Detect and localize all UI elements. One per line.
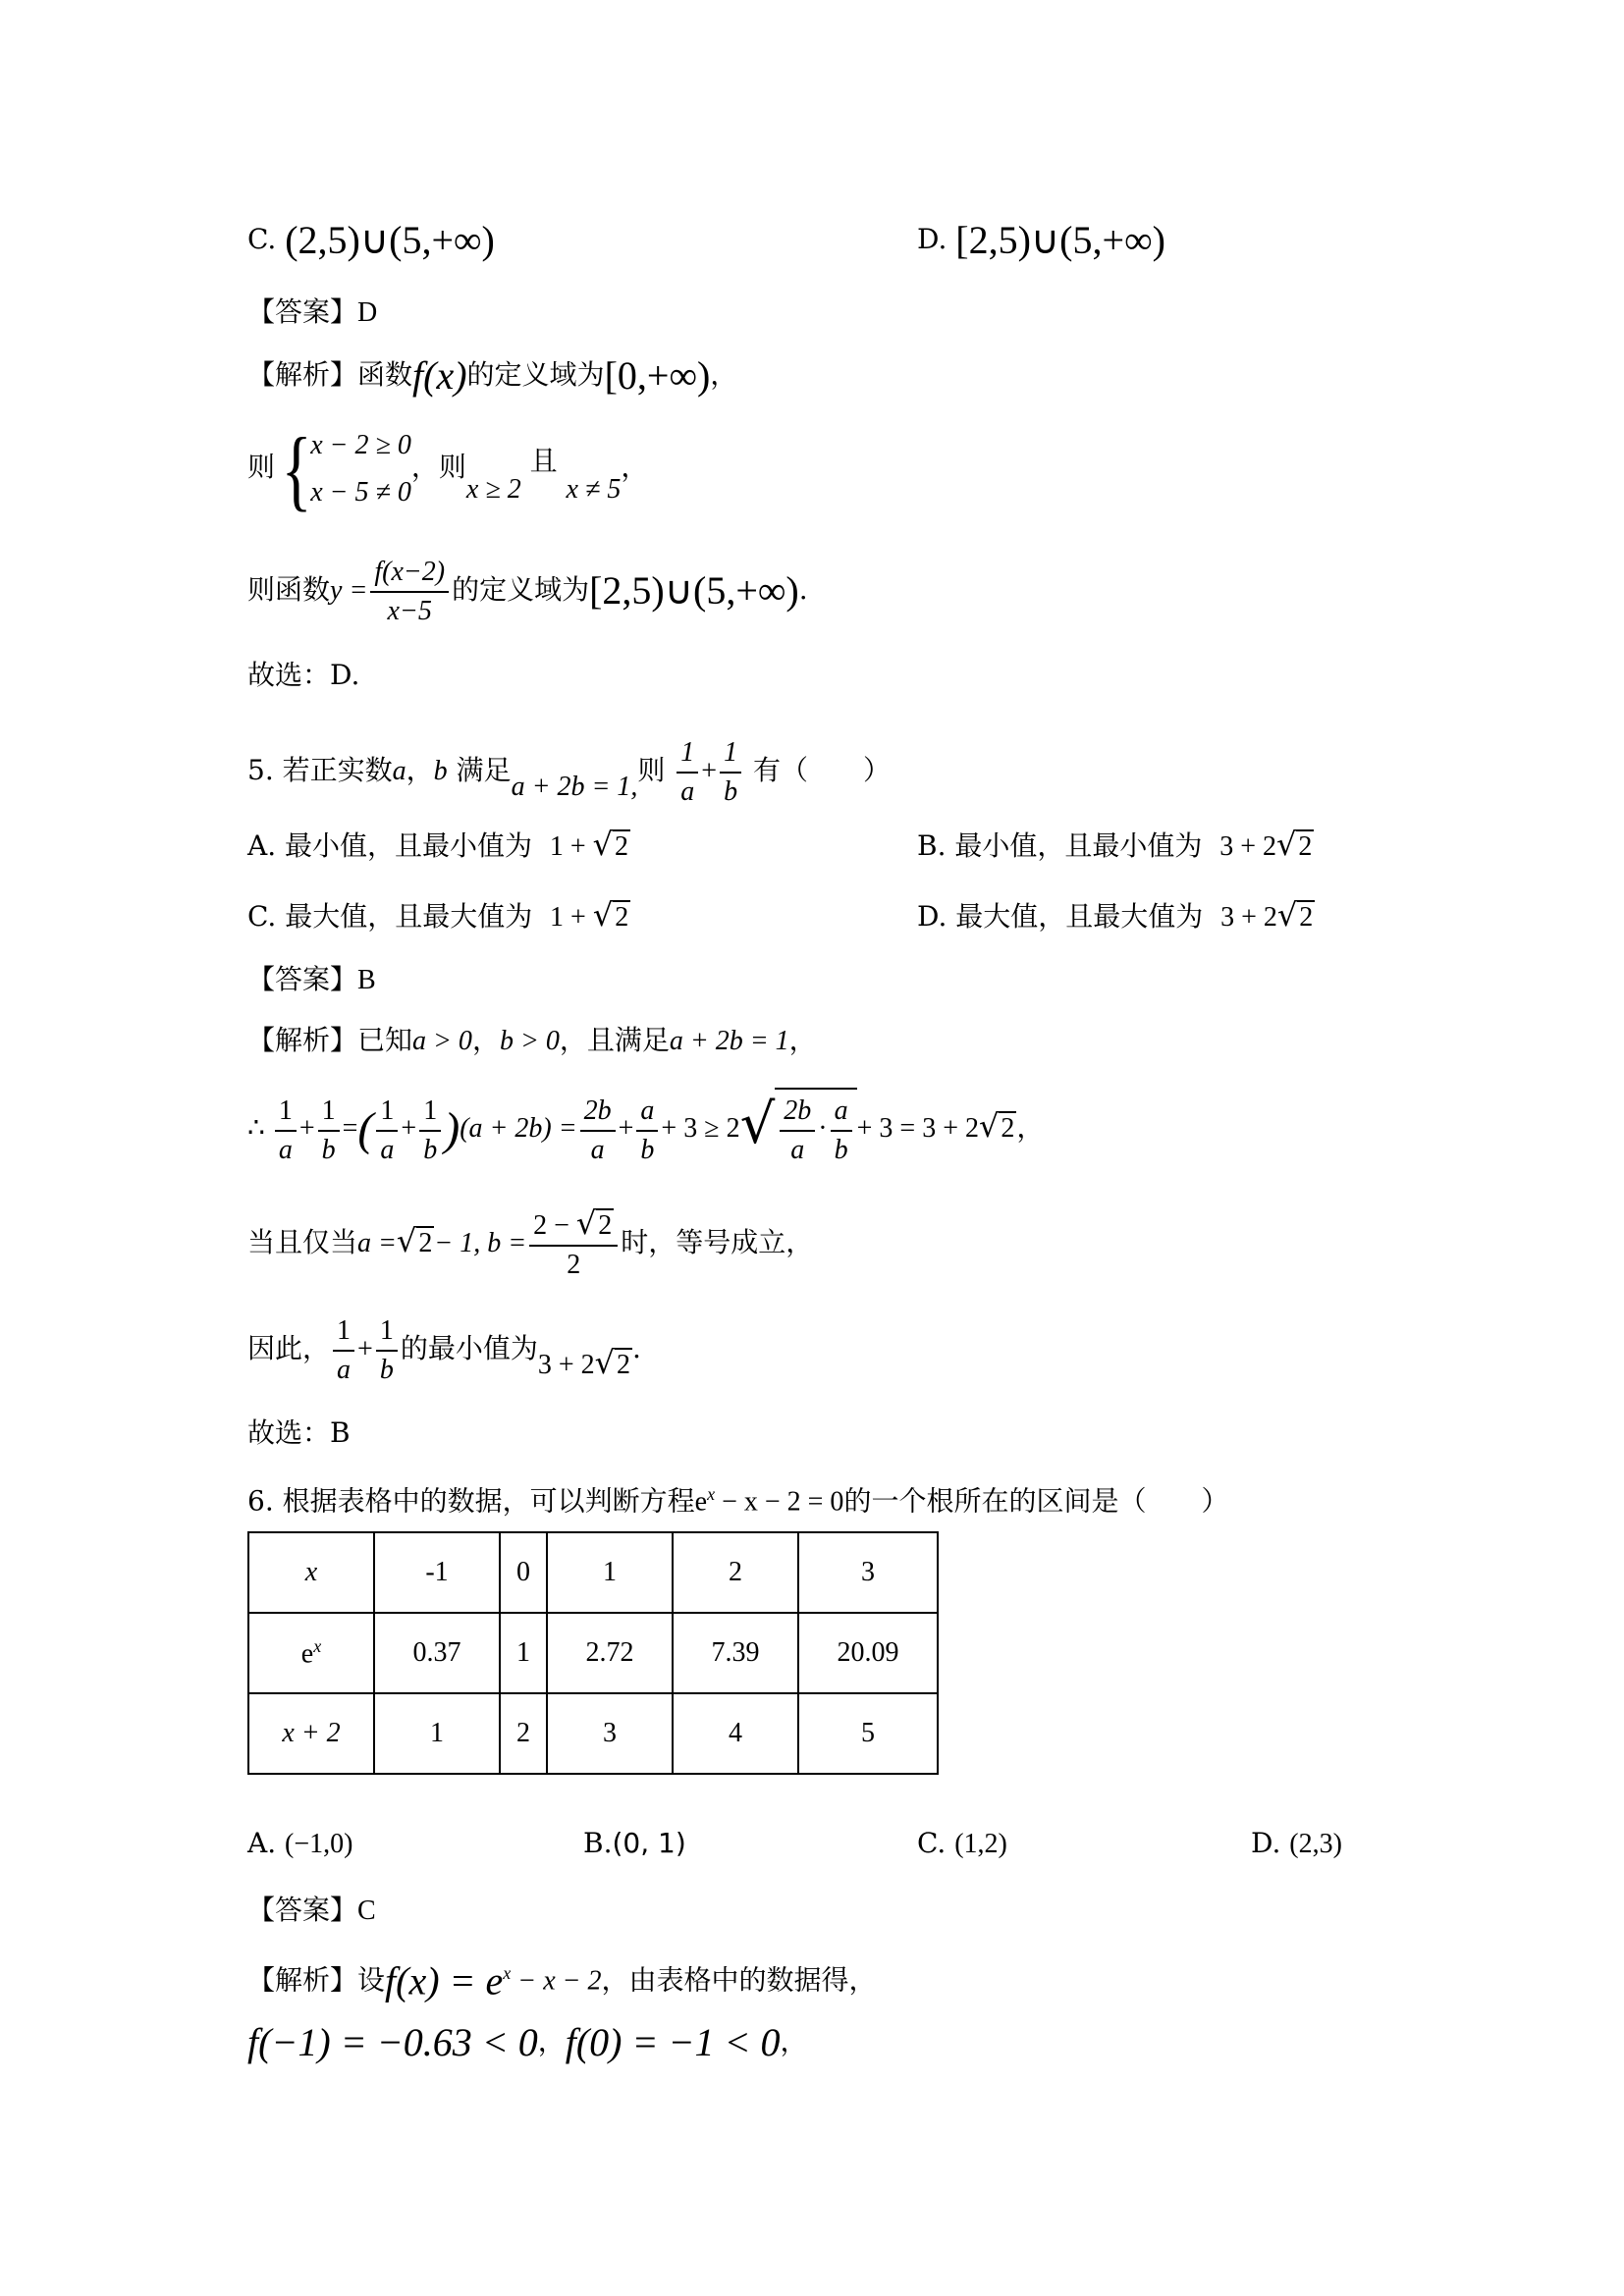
denominator: a — [278, 1134, 293, 1165]
math: x ≠ 5 — [566, 474, 622, 505]
math: − x − 2 = 0 — [715, 1486, 844, 1518]
table-cell: 3 — [547, 1693, 673, 1774]
table-cell: 3 — [798, 1532, 938, 1613]
answer-tag: 【答案】 — [247, 1894, 358, 1926]
paren-right: ) — [444, 1103, 460, 1155]
text: 则 — [247, 451, 276, 483]
option-label: C. — [917, 1827, 947, 1859]
table-row — [248, 1532, 938, 1613]
math: + — [298, 1113, 315, 1144]
q6-stem — [247, 1474, 1228, 1522]
math: f(−1) = −0.63 < 0 — [247, 2020, 538, 2064]
denominator: b — [834, 1134, 848, 1165]
math: = — [342, 1113, 358, 1144]
radicand: 2 — [1299, 902, 1314, 933]
numerator: 2b — [580, 1093, 616, 1132]
option-math: (2,5)∪(5,+∞) — [285, 218, 495, 262]
denominator: a — [680, 775, 695, 807]
radical-sign: √ — [396, 1222, 417, 1259]
answer-value: B — [357, 965, 376, 995]
denominator: x−5 — [387, 595, 432, 626]
table-cell: 2 — [500, 1693, 547, 1774]
numerator: 1 — [419, 1093, 441, 1132]
text: 的定义域为 — [466, 358, 605, 391]
math: + 3 = 3 + 2 — [856, 1113, 979, 1144]
math: ∴ — [247, 1113, 265, 1144]
denominator: b — [379, 1354, 394, 1385]
text: ， — [471, 1024, 500, 1056]
text: ， — [780, 2025, 808, 2057]
math: [2,5)∪(5,+∞) — [589, 568, 799, 613]
q6-option-d — [1251, 1824, 1342, 1864]
option-label: C. — [247, 223, 277, 255]
q5-analysis-line-2 — [247, 1074, 1044, 1181]
fraction — [636, 1093, 658, 1169]
table-cell: 2.72 — [547, 1613, 673, 1693]
table-cell: 0 — [500, 1532, 547, 1613]
fraction — [376, 1312, 398, 1389]
answer-value: C — [357, 1896, 376, 1926]
text: 时，等号成立， — [621, 1226, 814, 1258]
radical-sign: √ — [1276, 826, 1297, 863]
q6-option-c — [917, 1824, 1007, 1864]
text: 6. 根据表格中的数据，可以判断方程 — [247, 1484, 695, 1518]
analysis-tag: 【解析】 — [247, 358, 358, 391]
answer-tag: 【答案】 — [247, 963, 358, 995]
text: ，则 — [410, 451, 466, 483]
text: 已知 — [357, 1024, 413, 1056]
numerator: 1 — [275, 1093, 297, 1132]
math: e — [694, 1486, 708, 1518]
q6-option-b — [583, 1824, 686, 1863]
denominator: a — [380, 1134, 395, 1165]
radicand — [775, 1088, 856, 1169]
radical-sign: √ — [575, 1204, 597, 1242]
fraction — [529, 1204, 618, 1284]
math: · — [818, 1113, 828, 1144]
numerator: a — [831, 1093, 852, 1132]
inequality-system — [310, 422, 411, 516]
table-cell: 5 — [798, 1693, 938, 1774]
table-header-cell: x + 2 — [248, 1693, 374, 1774]
q5-answer — [247, 960, 376, 1000]
math: − x − 2 — [511, 1965, 602, 1997]
math: + — [357, 1334, 373, 1364]
denominator: b — [321, 1134, 336, 1165]
numerator: 1 — [318, 1093, 340, 1132]
q4-analysis-line-2 — [247, 418, 648, 517]
system-row: x − 2 ≥ 0 — [310, 429, 411, 460]
numerator — [529, 1204, 618, 1247]
math: b > 0 — [499, 1026, 560, 1056]
math: x — [707, 1484, 716, 1504]
fraction — [318, 1093, 340, 1169]
math: + — [618, 1113, 634, 1144]
q6-analysis-line-1 — [247, 1953, 877, 2001]
radical-sign: √ — [739, 1093, 776, 1156]
math: f(0) = −1 < 0 — [565, 2020, 781, 2064]
q4-option-d — [917, 220, 1165, 260]
math: b — [433, 756, 448, 786]
radicand: 2 — [1298, 831, 1313, 862]
radicand: 2 — [617, 1350, 631, 1380]
text: ， — [710, 358, 738, 391]
option-label: D. — [917, 223, 947, 255]
q6-option-a — [247, 1824, 352, 1864]
table-cell: 1 — [547, 1532, 673, 1613]
fraction — [720, 734, 741, 811]
q4-analysis-line-1 — [247, 355, 737, 396]
denominator: b — [423, 1134, 438, 1165]
numerator: a — [636, 1093, 658, 1132]
q5-option-d — [917, 895, 1315, 937]
denominator: a — [590, 1134, 605, 1165]
option-math: [2,5)∪(5,+∞) — [955, 218, 1165, 262]
math: [0,+∞) — [604, 353, 711, 398]
analysis-tag: 【解析】 — [247, 1024, 358, 1056]
math: a > 0 — [412, 1026, 472, 1056]
radical-sign: √ — [978, 1107, 1000, 1145]
table-cell: 2 — [673, 1532, 798, 1613]
math: x — [503, 1963, 512, 1983]
option-label: A. 最小值，且最小值为 — [247, 829, 533, 862]
text: 设 — [357, 1963, 386, 1997]
q5-analysis-line-3 — [247, 1194, 813, 1291]
option-math: (0, 1) — [612, 1827, 686, 1859]
fraction — [780, 1093, 815, 1169]
option-label: D. 最大值，且最大值为 — [917, 900, 1204, 933]
math: 1 + — [549, 831, 593, 862]
denominator: b — [724, 775, 738, 807]
math: + — [401, 1113, 417, 1144]
option-label: C. 最大值，且最大值为 — [247, 900, 533, 933]
q6-answer — [247, 1891, 376, 1931]
q5-option-b — [917, 825, 1314, 867]
fraction — [333, 1312, 354, 1389]
denominator: a — [337, 1354, 352, 1385]
radical-sign: √ — [592, 826, 614, 863]
numerator: 1 — [376, 1312, 398, 1352]
math: 1 + — [550, 902, 593, 933]
text: ， — [788, 1024, 817, 1056]
math: − 1, b = — [434, 1228, 527, 1258]
radical-sign: √ — [594, 1344, 616, 1381]
answer-value: D — [357, 297, 378, 328]
q5-option-a — [247, 825, 630, 867]
option-label: B. 最小值，且最小值为 — [917, 829, 1203, 862]
text: . — [632, 1332, 641, 1364]
denominator: a — [790, 1134, 805, 1165]
paren-left: ( — [357, 1103, 374, 1155]
math: 3 + 2 — [1220, 902, 1277, 933]
q4-option-c — [247, 220, 495, 260]
table-header-cell — [248, 1613, 374, 1693]
q4-analysis-line-3 — [247, 546, 808, 635]
radical-sign: √ — [592, 896, 614, 934]
denominator: 2 — [567, 1250, 581, 1280]
text: 的定义域为 — [452, 573, 590, 606]
text: 5. 若正实数 — [247, 754, 393, 786]
brace: { — [281, 418, 312, 519]
denominator: b — [640, 1134, 655, 1165]
math: f(x) — [412, 353, 467, 398]
text: 当且仅当 — [247, 1226, 358, 1258]
text: 的一个根所在的区间是（ ） — [843, 1484, 1229, 1518]
option-math: (1,2) — [954, 1829, 1007, 1859]
system-row: x − 5 ≠ 0 — [310, 476, 411, 507]
table-cell: 0.37 — [374, 1613, 500, 1693]
fraction — [370, 554, 449, 630]
text: 且 — [529, 445, 558, 477]
numerator: 1 — [720, 734, 741, 774]
answer-tag: 【答案】 — [247, 295, 358, 328]
numerator: f(x−2) — [370, 554, 449, 593]
text: 则 — [637, 754, 666, 786]
text: 函数 — [357, 358, 413, 391]
text: ， — [537, 2025, 566, 2057]
text: 因此， — [247, 1332, 331, 1364]
q6-analysis-line-2 — [247, 2022, 808, 2062]
math: a + 2b = 1, — [511, 772, 638, 802]
q5-stem — [247, 726, 891, 816]
math: 3 + 2 — [1219, 831, 1276, 862]
table-cell: 1 — [374, 1693, 500, 1774]
numerator: 1 — [376, 1093, 398, 1132]
math: 3 + 2 — [537, 1350, 595, 1380]
fraction — [275, 1093, 297, 1169]
radicand: 2 — [598, 1210, 613, 1241]
math: + — [701, 756, 718, 786]
math: a = — [357, 1228, 397, 1258]
text: 满足 — [456, 754, 512, 786]
math: x ≥ 2 — [465, 474, 521, 505]
math: f(x) = e — [385, 1958, 504, 2003]
math: + 3 ≥ 2 — [661, 1113, 740, 1144]
radicand: 2 — [1001, 1113, 1015, 1144]
text: ， — [406, 754, 434, 786]
table-cell: -1 — [374, 1532, 500, 1613]
text: 有（ ） — [752, 754, 891, 786]
q5-analysis-line-1 — [247, 1021, 817, 1061]
q4-answer — [247, 293, 377, 333]
table-cell: 4 — [673, 1693, 798, 1774]
table-row — [248, 1693, 938, 1774]
table-cell: 1 — [500, 1613, 547, 1693]
math: x — [313, 1635, 322, 1656]
text: ， — [1016, 1113, 1045, 1144]
table-cell: 20.09 — [798, 1613, 938, 1693]
option-label: D. — [1251, 1827, 1281, 1859]
q5-analysis-line-4 — [247, 1300, 641, 1397]
text: . — [798, 573, 808, 606]
fraction — [831, 1093, 852, 1169]
q4-choose: 故选：D. — [247, 659, 360, 691]
math: 2 − — [533, 1210, 576, 1241]
radicand: 2 — [418, 1228, 433, 1258]
analysis-tag: 【解析】 — [247, 1963, 358, 1997]
text: 的最小值为 — [400, 1332, 538, 1364]
option-label: A. — [247, 1827, 277, 1859]
text: ，由表格中的数据得， — [601, 1963, 877, 1997]
q5-option-c — [247, 895, 630, 937]
text: ， — [621, 451, 649, 483]
q5-choose: 故选：B — [247, 1416, 351, 1449]
text: 则函数 — [247, 573, 331, 606]
table-header-cell: x — [248, 1532, 374, 1613]
fraction — [677, 734, 698, 811]
numerator: 1 — [677, 734, 698, 774]
radical-sign: √ — [1276, 896, 1298, 934]
math: y = — [330, 575, 368, 606]
fraction — [376, 1093, 398, 1169]
numerator: 2b — [780, 1093, 815, 1132]
text: ，且满足 — [559, 1024, 670, 1056]
option-label: B. — [583, 1827, 613, 1859]
math: e — [300, 1638, 314, 1670]
fraction — [580, 1093, 616, 1169]
option-math: (−1,0) — [285, 1829, 353, 1859]
numerator: 1 — [333, 1312, 354, 1352]
option-math: (2,3) — [1289, 1829, 1342, 1859]
table-cell: 7.39 — [673, 1613, 798, 1693]
math: a + 2b = 1 — [669, 1026, 789, 1056]
fraction — [419, 1093, 441, 1169]
table-row — [248, 1613, 938, 1693]
radicand: 2 — [615, 902, 629, 933]
math: (a + 2b) = — [460, 1113, 577, 1144]
data-table — [247, 1531, 939, 1775]
radicand: 2 — [615, 831, 629, 862]
math: a — [392, 756, 406, 786]
